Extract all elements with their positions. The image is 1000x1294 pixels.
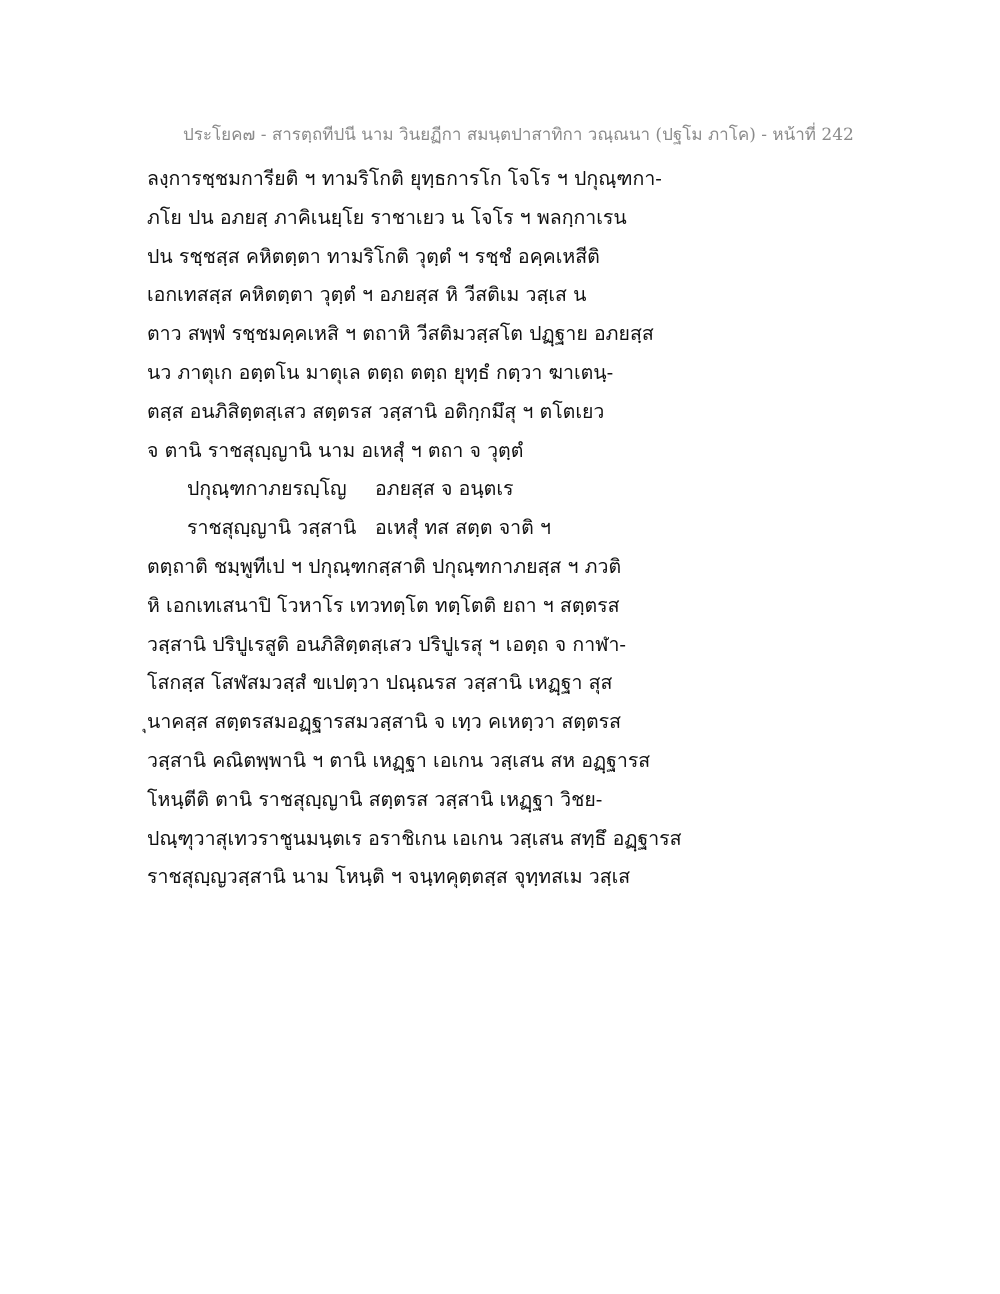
text-line: ราชสุญฺญวสฺสานิ นาม โหนฺติ ฯ จนฺทคุตฺตสฺส จุทฺทสเม วสฺเส [147, 865, 631, 889]
text-line: ตาว สพฺพํ รชฺชมคฺคเหสิ ฯ ตถาหิ วีสติมวสฺสโต ปฏฺฐาย อภยสฺส [147, 322, 654, 346]
text-line: นว ภาตุเก อตฺตโน มาตุเล ตตฺถ ตตฺถ ยุทฺธํ กตฺวา ฆาเตนฺ- [147, 360, 614, 384]
text-line: วสฺสานิ คณิตพฺพานิ ฯ ตานิ เหฏฺฐา เอเกน วสฺเสน สห อฏฺฐารส [147, 748, 651, 772]
verse-second-half: อภยสฺส จ อนฺตเร [375, 477, 514, 501]
body-text [147, 160, 887, 897]
text-line: ตตฺถาติ ชมฺพูทีเป ฯ ปกุณฺฑกสฺสาติ ปกุณฺฑกาภยสฺส ฯ ภวติ [147, 554, 622, 578]
text-line: หิ เอกเทเสนาปิ โวหาโร เทวทตฺโต ทตฺโตติ ยถา ฯ สตฺตรส [147, 593, 620, 617]
text-line: ุนาคสฺส สตฺตรสมอฏฺฐารสมวสฺสานิ จ เทฺว คเหตฺวา สตฺตรส [147, 710, 621, 734]
text-line: วสฺสานิ ปริปูเรสูติ อนภิสิตฺตสฺเสว ปริปูเรสุ ฯ เอตฺถ จ กาฬา- [147, 632, 627, 656]
text-line: ภโย ปน อภยสฺ ภาคิเนยฺโย ราชาเยว น โจโร ฯ พลกฺกาเรน [147, 205, 627, 229]
verse-line [147, 470, 887, 509]
text-line: ปน รชฺชสฺส คหิตตฺตา ทามริโกติ วุตฺตํ ฯ รชฺชํ อคฺคเหสีติ [147, 244, 600, 268]
text-line: จ ตานิ ราชสุญฺญานิ นาม อเหสุํ ฯ ตถา จ วุตฺตํ [147, 438, 524, 462]
page-header: ประโยค๗ - สารตฺถทีปนี นาม วินยฏีกา สมนฺตปาสาทิกา วณฺณนา (ปฐโม ภาโค) - หน้าที่ 242 [183, 125, 854, 145]
text-line: โสกสฺส โสฬสมวสฺสํ ขเปตฺวา ปณฺณรส วสฺสานิ เหฏฺฐา สุส [147, 671, 613, 695]
verse-second-half: อเหสุํ ทส สตฺต จาติ ฯ [375, 516, 551, 540]
verse-first-half: ปกุณฺฑกาภยรญฺโญ [187, 477, 347, 501]
verse-first-half: ราชสุญฺญานิ วสฺสานิ [187, 516, 357, 540]
text-line: ลงฺการชฺชมการียติ ฯ ทามริโกติ ยุทฺธการโก โจโร ฯ ปกุณฺฑกา- [147, 167, 662, 190]
text-line: ปณฺฑุวาสุเทวราชูนมนฺตเร อราชิเกน เอเกน วสฺเสน สทฺธึ อฏฺฐารส [147, 826, 682, 850]
text-line: ตสฺส อนภิสิตฺตสฺเสว สตฺตรส วสฺสานิ อติกฺกมึสุ ฯ ตโตเยว [147, 399, 605, 423]
text-line: เอกเทสสฺส คหิตตฺตา วุตฺตํ ฯ อภยสฺส หิ วีสติเม วสฺเส น [147, 283, 587, 307]
verse-line [147, 509, 887, 548]
text-line: โหนฺตีติ ตานิ ราชสุญฺญานิ สตฺตรส วสฺสานิ เหฏฺฐา วิชย- [147, 787, 603, 811]
